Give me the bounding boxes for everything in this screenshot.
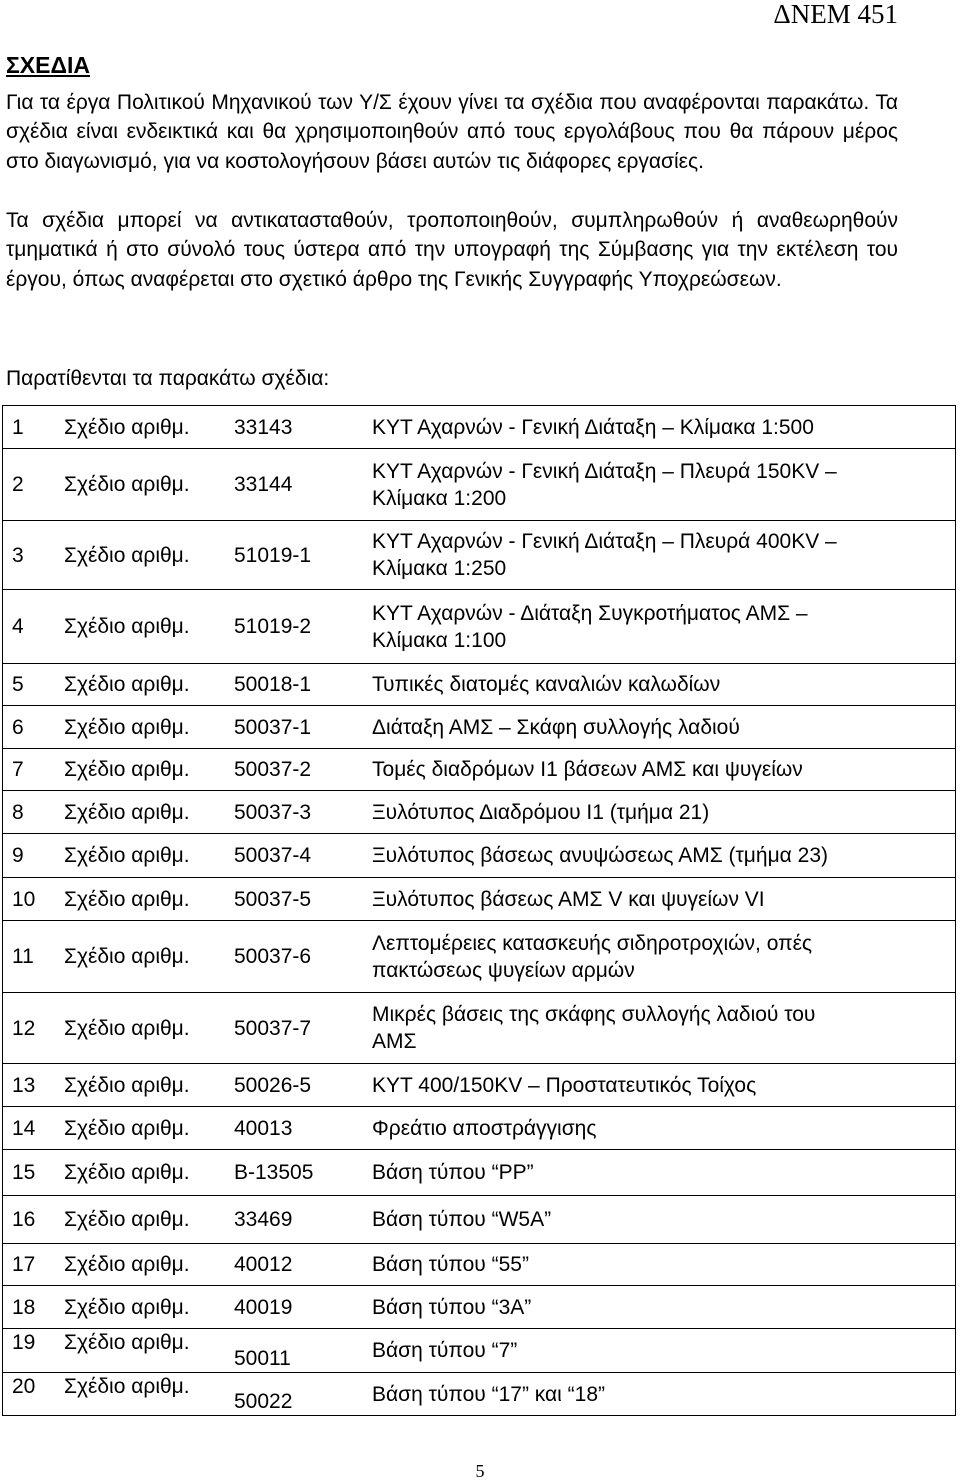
drawing-number: 50037-4 (228, 834, 366, 878)
drawing-description (366, 406, 956, 449)
drawing-label: Σχέδιο αριθμ. (62, 1286, 228, 1329)
drawing-description-line: Λεπτομέρειες κατασκευής σιδηροτροχιών, οπές (372, 931, 813, 955)
drawing-description (366, 521, 956, 590)
drawing-row (3, 921, 956, 993)
paragraph-intro: Για τα έργα Πολιτικού Μηχανικού των Υ/Σ έχουν γίνει τα σχέδια που αναφέρονται παρακάτω. Τα σχέδια είναι ενδεικτικά και θα χρησιμοποιηθούν από τους εργολάβους που θα πάρουν μέρος στο διαγωνισμό, για να κοστολογήσουν βάσει αυτών τις διάφορες εργασίες. (6, 91, 898, 173)
drawing-description (366, 1329, 956, 1373)
page-number: 5 (475, 1461, 485, 1481)
document-code: ΔΝΕΜ 451 (773, 0, 898, 29)
drawing-label: Σχέδιο αριθμ. (62, 590, 228, 664)
drawing-description (366, 1196, 956, 1244)
drawing-label: Σχέδιο αριθμ. (62, 1373, 228, 1416)
drawing-number: Β-13505 (228, 1150, 366, 1196)
drawing-description (366, 1064, 956, 1107)
drawing-description (366, 921, 956, 993)
drawing-description-line: ΚΥΤ Αχαρνών - Γενική Διάταξη – Κλίμακα 1:500 (372, 415, 814, 439)
drawing-number: 50037-2 (228, 749, 366, 791)
drawing-label: Σχέδιο αριθμ. (62, 1244, 228, 1286)
drawing-row (3, 1064, 956, 1107)
drawing-description-line: ΚΥΤ Αχαρνών - Γενική Διάταξη – Πλευρά 150KV – (372, 459, 837, 483)
drawing-label: Σχέδιο αριθμ. (62, 664, 228, 706)
drawing-label: Σχέδιο αριθμ. (62, 1329, 228, 1373)
drawing-description-line: Διάταξη ΑΜΣ – Σκάφη συλλογής λαδιού (372, 715, 740, 739)
drawing-row (3, 1150, 956, 1196)
drawing-description (366, 1150, 956, 1196)
drawing-row (3, 1286, 956, 1329)
drawing-description-line: Φρεάτιο αποστράγγισης (372, 1116, 597, 1140)
drawing-row (3, 706, 956, 749)
drawing-description-line: Κλίμακα 1:250 (372, 557, 507, 580)
drawing-label: Σχέδιο αριθμ. (62, 1107, 228, 1150)
drawing-label: Σχέδιο αριθμ. (62, 993, 228, 1064)
drawing-number: 50018-1 (228, 664, 366, 706)
drawing-label: Σχέδιο αριθμ. (62, 706, 228, 749)
drawing-number: 40012 (228, 1244, 366, 1286)
drawing-description (366, 749, 956, 791)
drawing-index: 17 (3, 1244, 63, 1286)
drawing-description (366, 791, 956, 834)
drawing-number: 50037-1 (228, 706, 366, 749)
drawing-number: 33143 (228, 406, 366, 449)
drawing-index: 20 (3, 1373, 63, 1416)
drawing-row (3, 406, 956, 449)
drawing-description (366, 590, 956, 664)
drawing-row (3, 1244, 956, 1286)
drawing-index: 12 (3, 993, 63, 1064)
drawing-row (3, 834, 956, 878)
drawing-number: 50037-7 (228, 993, 366, 1064)
drawing-description (366, 449, 956, 521)
drawing-row (3, 878, 956, 921)
drawing-description (366, 993, 956, 1064)
drawing-number: 50022 (228, 1373, 366, 1416)
drawing-row (3, 664, 956, 706)
drawing-index: 4 (3, 590, 63, 664)
drawing-description-line: Ξυλότυπος Διαδρόμου Ι1 (τμήμα 21) (372, 800, 710, 824)
drawing-index: 19 (3, 1329, 63, 1373)
drawing-row (3, 521, 956, 590)
drawing-index: 18 (3, 1286, 63, 1329)
drawing-index: 13 (3, 1064, 63, 1107)
drawing-description-line: Βάση τύπου “W5A” (372, 1208, 552, 1231)
drawing-label: Σχέδιο αριθμ. (62, 878, 228, 921)
drawing-number: 51019-1 (228, 521, 366, 590)
drawing-description-line: πακτώσεως ψυγείων αρμών (372, 958, 635, 982)
drawing-label: Σχέδιο αριθμ. (62, 1196, 228, 1244)
drawing-row (3, 449, 956, 521)
drawing-row (3, 1196, 956, 1244)
drawing-index: 6 (3, 706, 63, 749)
drawings-table (2, 405, 956, 1416)
drawing-index: 10 (3, 878, 63, 921)
drawing-description-line: Βάση τύπου “PP” (372, 1161, 534, 1184)
drawing-label: Σχέδιο αριθμ. (62, 791, 228, 834)
drawing-index: 1 (3, 406, 63, 449)
drawing-number: 33469 (228, 1196, 366, 1244)
drawing-description (366, 1107, 956, 1150)
drawing-description-line: Κλίμακα 1:100 (372, 628, 507, 652)
drawing-description-line: Τυπικές διατομές καναλιών καλωδίων (372, 673, 721, 696)
drawing-index: 9 (3, 834, 63, 878)
drawing-description-line: ΑΜΣ (372, 1030, 417, 1053)
drawing-row (3, 993, 956, 1064)
drawing-description-line: Μικρές βάσεις της σκάφης συλλογής λαδιού του (372, 1003, 816, 1026)
section-title: ΣΧΕΔΙΑ (6, 52, 91, 78)
drawing-index: 14 (3, 1107, 63, 1150)
drawing-label: Σχέδιο αριθμ. (62, 1064, 228, 1107)
drawing-label: Σχέδιο αριθμ. (62, 449, 228, 521)
drawing-index: 2 (3, 449, 63, 521)
drawing-number: 50026-5 (228, 1064, 366, 1107)
drawing-description (366, 878, 956, 921)
drawing-label: Σχέδιο αριθμ. (62, 921, 228, 993)
drawing-description-line: Ξυλότυπος βάσεως ανυψώσεως ΑΜΣ (τμήμα 23) (372, 844, 829, 867)
drawing-description (366, 1286, 956, 1329)
drawing-index: 11 (3, 921, 63, 993)
drawing-description-line: Βάση τύπου “55” (372, 1253, 529, 1276)
drawing-index: 5 (3, 664, 63, 706)
drawing-row (3, 1107, 956, 1150)
drawing-description-line: ΚΥΤ Αχαρνών - Γενική Διάταξη – Πλευρά 400KV – (372, 530, 837, 553)
drawing-row (3, 590, 956, 664)
drawing-index: 15 (3, 1150, 63, 1196)
drawing-description-line: Ξυλότυπος βάσεως ΑΜΣ V και ψυγείων VI (372, 887, 765, 911)
drawing-number: 40019 (228, 1286, 366, 1329)
drawing-description (366, 1373, 956, 1416)
drawing-description-line: Βάση τύπου “7” (372, 1339, 518, 1362)
drawing-label: Σχέδιο αριθμ. (62, 406, 228, 449)
drawing-number: 50037-6 (228, 921, 366, 993)
drawing-row (3, 1329, 956, 1373)
drawing-description (366, 664, 956, 706)
paragraph-amendments: Τα σχέδια μπορεί να αντικατασταθούν, τροποποιηθούν, συμπληρωθούν ή αναθεωρηθούν τμηματικά ή στο σύνολό τους ύστερα από την υπογραφή της Σύμβασης για την εκτέλεση του έργου, όπως αναφέρεται στο σχετικό άρθρο της Γενικής Συγγραφής Υποχρεώσεων. (6, 209, 898, 291)
drawing-description (366, 706, 956, 749)
drawing-index: 7 (3, 749, 63, 791)
drawing-label: Σχέδιο αριθμ. (62, 749, 228, 791)
drawing-number: 51019-2 (228, 590, 366, 664)
drawing-description (366, 1244, 956, 1286)
drawing-number: 50011 (228, 1329, 366, 1373)
drawing-row (3, 1373, 956, 1416)
drawing-row (3, 749, 956, 791)
drawing-label: Σχέδιο αριθμ. (62, 521, 228, 590)
drawing-description-line: Βάση τύπου “3A” (372, 1295, 532, 1319)
drawing-index: 16 (3, 1196, 63, 1244)
drawing-number: 33144 (228, 449, 366, 521)
drawing-description (366, 834, 956, 878)
drawing-index: 8 (3, 791, 63, 834)
drawings-intro: Παρατίθενται τα παρακάτω σχέδια: (6, 367, 330, 390)
drawing-description-line: Τομές διαδρόμων Ι1 βάσεων ΑΜΣ και ψυγείων (372, 758, 803, 781)
drawing-row (3, 791, 956, 834)
drawing-label: Σχέδιο αριθμ. (62, 834, 228, 878)
drawing-number: 50037-3 (228, 791, 366, 834)
drawing-description-line: ΚΥΤ Αχαρνών - Διάταξη Συγκροτήματος ΑΜΣ – (372, 601, 808, 625)
drawing-number: 50037-5 (228, 878, 366, 921)
drawing-description-line: ΚΥΤ 400/150KV – Προστατευτικός Τοίχος (372, 1073, 757, 1097)
drawing-description-line: Κλίμακα 1:200 (372, 486, 507, 510)
drawing-number: 40013 (228, 1107, 366, 1150)
drawing-label: Σχέδιο αριθμ. (62, 1150, 228, 1196)
drawing-index: 3 (3, 521, 63, 590)
drawing-description-line: Βάση τύπου “17” και “18” (372, 1382, 605, 1406)
